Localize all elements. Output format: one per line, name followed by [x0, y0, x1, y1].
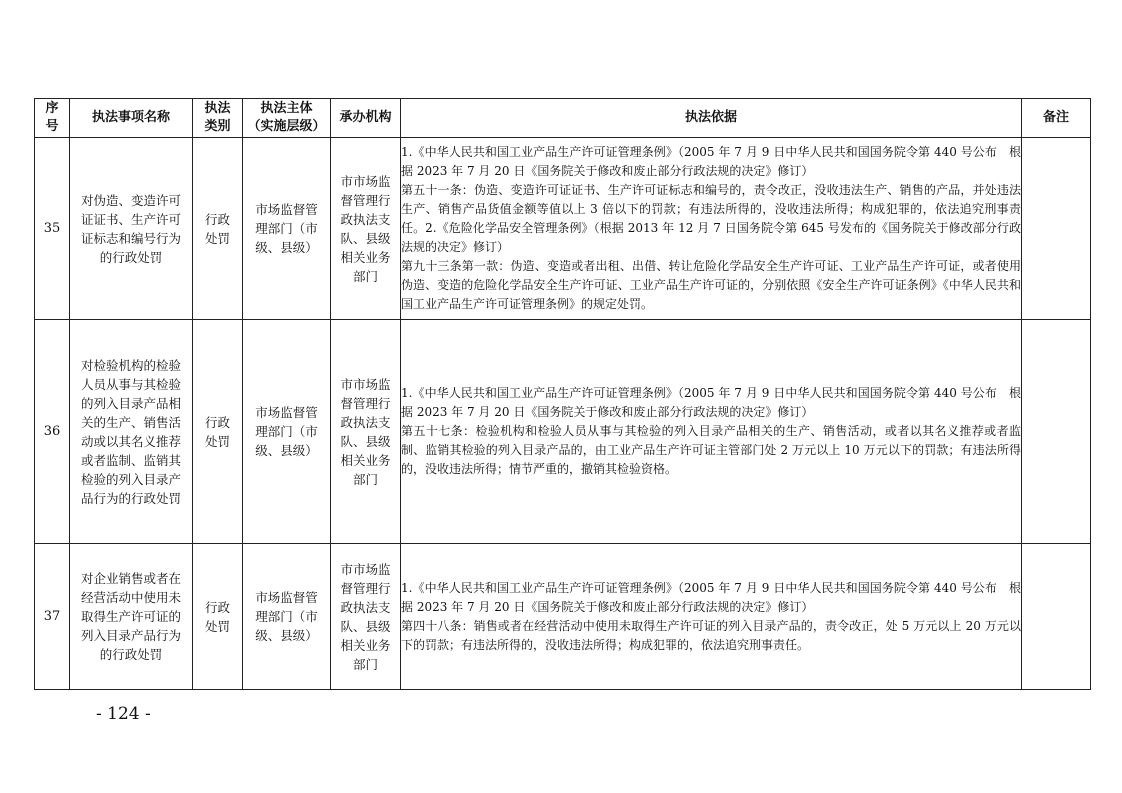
page-number: - 124 -: [96, 704, 151, 724]
header-name: 执法事项名称: [70, 99, 193, 138]
header-basis: 执法依据: [401, 99, 1022, 138]
header-office: 承办机构: [331, 99, 401, 138]
row-basis: [401, 138, 1022, 320]
row-basis: [401, 320, 1022, 544]
row-office: 市市场监督管理行政执法支队、县级相关业务部门: [331, 320, 401, 544]
row-remark: [1022, 544, 1091, 690]
row-subject: 市场监督管理部门（市级、县级）: [243, 320, 331, 544]
basis-paragraph: 第五十一条：伪造、变造许可证证书、生产许可证标志和编号的，责令改正，没收违法生产、销售的产品，并处违法生产、销售产品货值金额等值以上 3 倍以下的罚款；有违法所得的，没收违法所得；构成犯罪的，依法追究刑事责任。2.《危险化学品安全管理条例》（根据 2013 年 12 月 7 日国务院令第 645 号发布的《国务院关于修改部分行政法规的决定》修订）: [401, 183, 1021, 254]
row-name: 对企业销售或者在经营活动中使用未取得生产许可证的列入目录产品行为的行政处罚: [70, 544, 193, 690]
row-seq: 36: [35, 320, 70, 544]
row-remark: [1022, 138, 1091, 320]
basis-paragraph: 第四十八条：销售或者在经营活动中使用未取得生产许可证的列入目录产品的，责令改正，处 5 万元以上 20 万元以下的罚款；有违法所得的，没收违法所得；构成犯罪的，依法追究刑事责任。: [401, 618, 1021, 652]
table-row: [35, 320, 1091, 544]
table-row: [35, 138, 1091, 320]
basis-paragraph: 1.《中华人民共和国工业产品生产许可证管理条例》（2005 年 7 月 9 日中华人民共和国国务院令第 440 号公布 根据 2023 年 7 月 20 日《国务院关于修改和废止部分行政法规的决定》修订）: [401, 386, 1021, 419]
basis-paragraph: 1.《中华人民共和国工业产品生产许可证管理条例》（2005 年 7 月 9 日中华人民共和国国务院令第 440 号公布 根据 2023 年 7 月 20 日《国务院关于修改和废止部分行政法规的决定》修订）: [401, 145, 1021, 178]
row-office: 市市场监督管理行政执法支队、县级相关业务部门: [331, 138, 401, 320]
row-subject: 市场监督管理部门（市级、县级）: [243, 138, 331, 320]
header-subject-main: 执法主体: [260, 101, 313, 116]
basis-paragraph: 第九十三条第一款：伪造、变造或者出租、出借、转让危险化学品安全生产许可证、工业产品生产许可证，或者使用伪造、变造的危险化学品安全生产许可证、工业产品生产许可证的，分别依照《安全生产许可证条例》《中华人民共和国工业产品生产许可证管理条例》的规定处罚。: [401, 259, 1021, 311]
row-name: 对伪造、变造许可证证书、生产许可证标志和编号行为的行政处罚: [70, 138, 193, 320]
row-subject: 市场监督管理部门（市级、县级）: [243, 544, 331, 690]
header-subject: [243, 99, 331, 138]
table-row: [35, 544, 1091, 690]
row-name: 对检验机构的检验人员从事与其检验的列入目录产品相关的生产、销售活动或以其名义推荐或者监制、监销其检验的列入目录产品行为的行政处罚: [70, 320, 193, 544]
header-category: 执法类别: [193, 99, 243, 138]
basis-paragraph: 1.《中华人民共和国工业产品生产许可证管理条例》（2005 年 7 月 9 日中华人民共和国国务院令第 440 号公布 根据 2023 年 7 月 20 日《国务院关于修改和废止部分行政法规的决定》修订）: [401, 580, 1021, 614]
header-seq: 序号: [35, 99, 70, 138]
row-category: 行政处罚: [193, 138, 243, 320]
enforcement-table: [34, 98, 1091, 690]
row-category: 行政处罚: [193, 320, 243, 544]
row-remark: [1022, 320, 1091, 544]
row-seq: 35: [35, 138, 70, 320]
row-category: 行政处罚: [193, 544, 243, 690]
header-row: [35, 99, 1091, 138]
row-office: 市市场监督管理行政执法支队、县级相关业务部门: [331, 544, 401, 690]
header-subject-sub: （实施层级）: [247, 119, 326, 134]
header-remark: 备注: [1022, 99, 1091, 138]
basis-paragraph: 第五十七条：检验机构和检验人员从事与其检验的列入目录产品相关的生产、销售活动，或者以其名义推荐或者监制、监销其检验的列入目录产品的，由工业产品生产许可证主管部门处 2 万元以上 10 万元以下的罚款；有违法所得的，没收违法所得；情节严重的，撤销其检验资格。: [401, 424, 1021, 476]
row-seq: 37: [35, 544, 70, 690]
row-basis: [401, 544, 1022, 690]
